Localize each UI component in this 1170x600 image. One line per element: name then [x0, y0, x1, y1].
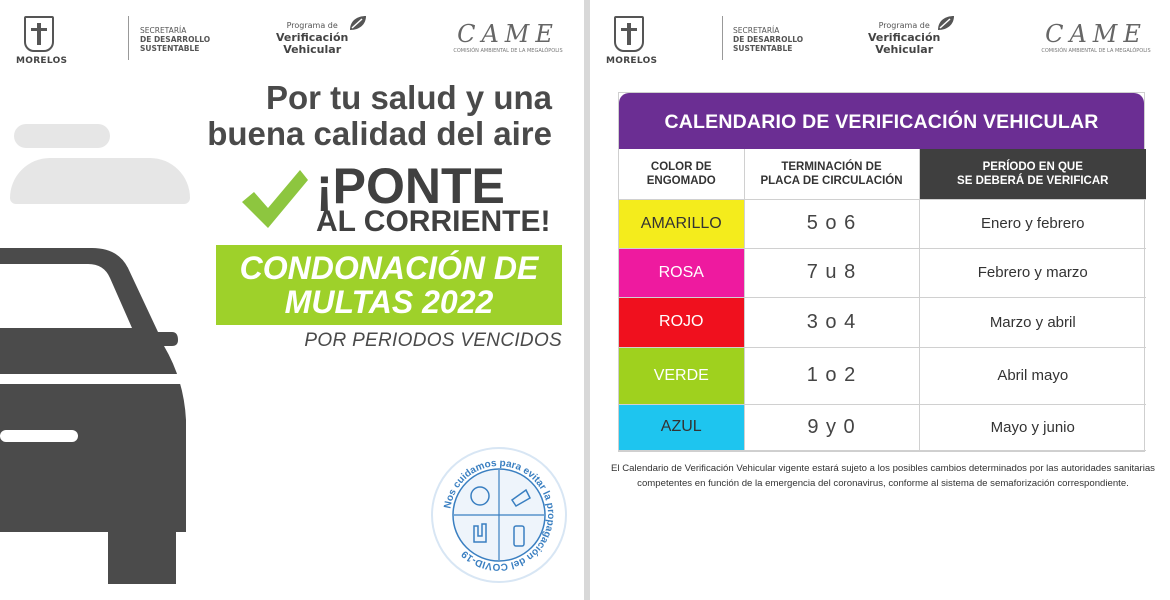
verification-calendar [618, 92, 1145, 452]
sticker-color-cell: VERDE [619, 347, 744, 404]
period-cell: Abril mayo [919, 347, 1146, 404]
plate-ending-cell: 5 o 6 [744, 199, 919, 248]
table-row [619, 347, 1146, 404]
period-cell: Febrero y marzo [919, 248, 1146, 297]
logo-header [590, 14, 1170, 70]
secretaria-logo [733, 26, 803, 53]
leaf-icon [348, 14, 368, 32]
secretaria-line: DE DESARROLLO [140, 35, 211, 44]
headline [207, 80, 552, 152]
secretaria-logo [140, 26, 210, 53]
periodos-text: POR PERIODOS VENCIDOS [304, 330, 562, 351]
came-logo [448, 22, 568, 54]
period-cell: Mayo y junio [919, 404, 1146, 450]
calendar-title: CALENDARIO DE VERIFICACIÓN VEHICULAR [619, 93, 1144, 149]
programa-line: Verificación [276, 31, 349, 44]
table-row [619, 297, 1146, 347]
checkmark-icon [240, 168, 310, 230]
covid-prevention-badge [430, 446, 568, 584]
state-logo [606, 16, 658, 66]
period-cell: Marzo y abril [919, 297, 1146, 347]
came-subtitle: COMISIÓN AMBIENTAL DE LA MEGALÓPOLIS [1041, 48, 1151, 54]
corriente-text: AL CORRIENTE! [316, 205, 551, 238]
state-shield-icon [24, 16, 54, 52]
secretaria-line: SUSTENTABLE [733, 44, 793, 53]
secretaria-line: DE DESARROLLO [733, 35, 804, 44]
condonacion-banner [216, 245, 562, 325]
programa-line: Verificación [868, 31, 941, 44]
header-line: TERMINACIÓN DE [781, 160, 882, 173]
came-logo [1036, 22, 1156, 54]
secretaria-line: SUSTENTABLE [140, 44, 200, 53]
plate-ending-cell: 1 o 2 [744, 347, 919, 404]
programa-line: Vehicular [283, 43, 342, 56]
header-line: COLOR DE [650, 160, 712, 173]
plate-ending-cell: 3 o 4 [744, 297, 919, 347]
ponte-text: ¡PONTE [316, 158, 505, 214]
table-row [619, 248, 1146, 297]
header-line: PERÍODO EN QUE [982, 160, 1083, 173]
disclaimer-note: El Calendario de Verificación Vehicular vigente estará sujeto a los posibles cambios determinados por las autoridades sanitarias competentes en función de la emergencia del coronavirus, conforme al sistema de semaforización correspondiente. [611, 463, 1155, 489]
sticker-color-cell: ROSA [619, 248, 744, 297]
state-logo [16, 16, 68, 66]
came-wordmark: CAME [457, 20, 559, 48]
header-line: SE DEBERÁ DE VERIFICAR [957, 174, 1109, 187]
header-line: ENGOMADO [646, 174, 716, 187]
car-illustration [0, 240, 200, 600]
calendar-panel [590, 0, 1170, 600]
came-wordmark: CAME [1045, 20, 1147, 48]
plate-ending-cell: 9 y 0 [744, 404, 919, 450]
header-line: PLACA DE CIRCULACIÓN [760, 174, 903, 187]
table-row [619, 404, 1146, 450]
table-row [619, 199, 1146, 248]
programa-logo [868, 20, 940, 56]
programa-line: Vehicular [875, 43, 934, 56]
cloud-shape [14, 124, 110, 148]
secretaria-line: SECRETARÍA [733, 26, 780, 35]
programa-small: Programa de [878, 21, 930, 30]
cloud-shape [10, 158, 190, 204]
calendar-table [619, 149, 1146, 451]
leaf-icon [936, 14, 956, 32]
column-header-color [619, 149, 744, 199]
plate-ending-cell: 7 u 8 [744, 248, 919, 297]
logo-header [0, 14, 584, 70]
covid-badge-text: Nos cuidamos para evitar la propagación del COVID-19 [442, 457, 557, 573]
condonacion-line: CONDONACIÓN DE [239, 250, 539, 286]
state-shield-icon [614, 16, 644, 52]
condonacion-line: MULTAS 2022 [284, 284, 494, 320]
programa-small: Programa de [286, 21, 338, 30]
logo-divider [722, 16, 723, 60]
sticker-color-cell: AMARILLO [619, 199, 744, 248]
promo-panel [0, 0, 584, 600]
state-name: MORELOS [606, 56, 658, 66]
column-header-period [919, 149, 1146, 199]
secretaria-line: SECRETARÍA [140, 26, 187, 35]
came-subtitle: COMISIÓN AMBIENTAL DE LA MEGALÓPOLIS [453, 48, 563, 54]
column-header-plate [744, 149, 919, 199]
logo-divider [128, 16, 129, 60]
headline-line: buena calidad del aire [207, 115, 552, 152]
state-name: MORELOS [16, 56, 68, 66]
period-cell: Enero y febrero [919, 199, 1146, 248]
programa-logo [276, 20, 348, 56]
headline-line: Por tu salud y una [265, 79, 552, 116]
sticker-color-cell: AZUL [619, 404, 744, 450]
sticker-color-cell: ROJO [619, 297, 744, 347]
